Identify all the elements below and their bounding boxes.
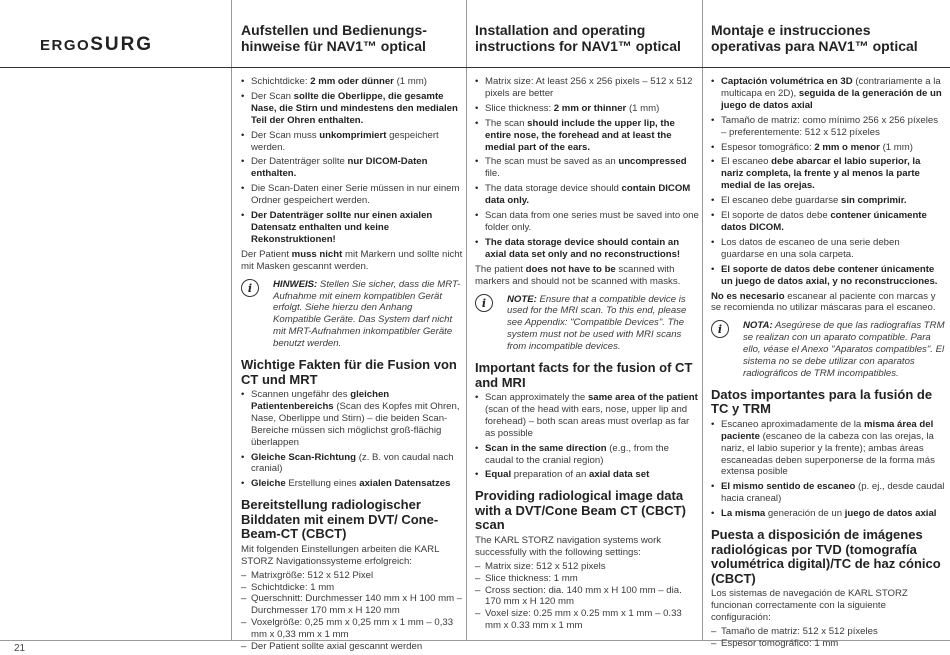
text-run: scanned with markers and should not be scanned with masks. (475, 263, 681, 287)
text-run: Der Datenträger sollte (251, 156, 348, 168)
list-item: – Cross section: dia. 140 mm x H 100 mm – dia. 170 mm x H 120 mm (475, 585, 699, 609)
page-number: 21 (14, 643, 26, 654)
list-item (475, 76, 699, 100)
list-item (475, 392, 699, 440)
header-german: Aufstellen und Bedienungs- hinweise für NAV1™ optical (241, 22, 427, 54)
bold-text: gleichen Patientenbereichs (251, 389, 390, 412)
text-run: (1 mm) (626, 102, 660, 114)
list-item: – Slice thickness: 1 mm (475, 573, 699, 585)
note-text (273, 279, 463, 350)
text-run: Der Scan muss (251, 129, 320, 141)
text-run: (1 mm) (393, 76, 427, 87)
list-item (475, 443, 699, 467)
paragraph (711, 588, 945, 624)
brand-logo (40, 34, 153, 56)
text-run: Die Scan-Daten einer Serie müssen in nur einem Ordner gespeichert werden. (251, 183, 460, 207)
column-divider (466, 0, 467, 640)
text-run: (contrariamente a la multicapa en 2D), (721, 76, 941, 99)
list-item (711, 264, 945, 288)
list-item (475, 210, 699, 234)
text-run: escanear al paciente con marcas y se recomienda no utilizar máscaras para el escaneo. (711, 290, 936, 314)
bold-text: 2 mm or thinner (553, 102, 627, 114)
column-german (241, 76, 463, 655)
text-run: Matrix size: At least 256 x 256 pixels – 512 x 512 pixels are better (485, 76, 693, 99)
dash-list (711, 626, 945, 650)
text-run: Scannen ungefähr des (251, 389, 351, 401)
column-spanish (711, 76, 945, 652)
note-box (711, 320, 945, 380)
bold-text: contener únicamente datos DICOM. (721, 210, 927, 233)
bold-text: The data storage device should contain an axial data set only and no reconstructions! (485, 236, 681, 260)
note-text (507, 294, 699, 354)
bold-text: same area of the patient (587, 392, 698, 404)
brand-prefix: ERGO (40, 37, 91, 54)
bold-text: HINWEIS: (273, 278, 318, 290)
text-run: The KARL STORZ navigation systems work successfully with the following settings: (475, 534, 662, 558)
list-item (711, 508, 945, 520)
bold-text: should include the upper lip, the entire nose, the forehead and at least the medial part of the ears. (485, 117, 675, 153)
section-heading: Datos importantes para la fusión de TC y TRM (711, 386, 933, 417)
list-item (241, 183, 463, 207)
list-item (711, 195, 945, 207)
list-item (475, 183, 699, 207)
text-run: (escaneo de la cabeza con las orejas, la nariz, el labio superior y la frente); ambas áreas escaneadas deben superponerse de la forma más extensa posible (721, 430, 935, 478)
header-english: Installation and operating instructions for NAV1™ optical (475, 22, 681, 54)
list-item (711, 237, 945, 261)
text-run: Der Scan (251, 90, 294, 102)
bold-text: Der Datenträger sollte nur einen axialen Datensatz enthalten und keine Rekonstruktionen! (251, 210, 433, 245)
list-item: – Matrixgröße: 512 x 512 Pixel (241, 570, 463, 582)
text-run: Erstellung eines (285, 478, 360, 490)
list-item (475, 156, 699, 180)
bold-text: 2 mm oder dünner (310, 76, 394, 87)
text-run: The patient (475, 263, 526, 275)
section-heading: Puesta a disposición de imágenes radiológicas por TVD (tomografía volumétrica digital)/TC de haz cónico (CBCT) (711, 527, 941, 586)
list-item: – Querschnitt: Durchmesser 140 mm x H 100 mm – Durchmesser 170 mm x H 120 mm (241, 593, 463, 617)
list-item (241, 91, 463, 127)
text-run: (z. B. von caudal nach cranial) (251, 451, 454, 475)
bold-text: NOTE: (507, 293, 537, 305)
text-run: The data storage device should (485, 183, 622, 195)
list-item (711, 142, 945, 154)
list-item (475, 103, 699, 115)
text-run: Scan data from one series must be saved into one folder only. (485, 210, 699, 233)
section-heading: Important facts for the fusion of CT and MRI (475, 360, 693, 390)
bold-text: Scan in the same direction (485, 442, 607, 454)
list-item: – Voxelgröße: 0,25 mm x 0,25 mm x 1 mm – 0,33 mm x 0,33 mm x 1 mm (241, 617, 463, 641)
bold-text: misma área del paciente (721, 418, 934, 442)
list-item (711, 481, 945, 505)
paragraph (475, 535, 699, 559)
list-item (241, 76, 463, 88)
bold-text: muss nicht (291, 248, 343, 260)
column-english (475, 76, 699, 634)
text-run: file. (485, 168, 500, 180)
list-item (711, 115, 945, 139)
bold-text: sollte die Oberlippe, die gesamte Nase, die Stirn und mindestens den medialen Teil der Ohren enthalten. (251, 90, 458, 126)
note-box (241, 279, 463, 350)
text-run: generación de un (765, 508, 845, 520)
paragraph (241, 544, 463, 568)
section-heading: Providing radiological image data with a DVT/Cone Beam CT (CBCT) scan (475, 488, 686, 533)
text-run: (scan of the head with ears, nose, upper lip and forehead) – both scan areas must overlap as far as possible (485, 403, 690, 439)
text-run: Der Patient (241, 248, 292, 260)
bold-text: uncompressed (618, 156, 687, 168)
bold-text: NOTA: (743, 320, 773, 332)
paragraph (475, 264, 699, 288)
bold-text: 2 mm o menor (814, 141, 880, 153)
header-rule (0, 67, 950, 68)
bold-text: contain DICOM data only. (485, 183, 691, 207)
list-item: – Espesor tomográfico: 1 mm (711, 638, 945, 650)
bold-text: La misma (721, 508, 766, 520)
section-heading: Wichtige Fakten für die Fusion von CT und MRT (241, 357, 457, 387)
text-run: Schichtdicke: (251, 76, 311, 87)
text-run: (p. ej., desde caudal hacia craneal) (721, 481, 945, 505)
list-item (241, 452, 463, 476)
list-item (241, 130, 463, 154)
bold-text: unkomprimiert (319, 129, 387, 141)
brand-suffix: SURG (90, 34, 154, 55)
bold-text: does not have to be (525, 263, 616, 275)
text-run: Los datos de escaneo de una serie deben guardarse en una sola carpeta. (721, 236, 900, 260)
bold-text: El mismo sentido de escaneo (721, 481, 856, 493)
column-divider (231, 0, 232, 640)
bold-text: Gleiche (251, 478, 286, 490)
text-run: The scan (485, 117, 528, 129)
header-spanish: Montaje e instrucciones operativas para NAV1™ optical (711, 22, 918, 54)
text-run: Mit folgenden Einstellungen arbeiten die KARL STORZ Navigationssysteme erfolgreich: (241, 543, 440, 567)
paragraph (241, 249, 463, 273)
text-run: mit Markern und sollte nicht mit Masken gescannt werden. (241, 248, 463, 272)
text-run: Slice thickness: (485, 102, 554, 114)
bullet-list (241, 76, 463, 246)
text-run: Ensure that a compatible device is used for the MRI scan. To this end, please see Appendix: "Compatible Devices". The system must not be used with MRI scans from incompatible devices. (507, 293, 687, 353)
text-run: (1 mm) (879, 141, 913, 153)
text-run: preparation of an (511, 469, 589, 481)
note-text (743, 320, 945, 380)
text-run: (e.g., from the caudal to the cranial region) (485, 442, 669, 466)
text-run: Asegúrese de que las radiografías TRM se realizan con un aparato compatible. Para ello, véase el Anexo "Aparatos compatibles". El sistema no se debe utilizar con aparatos radiográficos de TRM incompatibles. (743, 320, 945, 379)
bold-text: Equal (485, 469, 512, 481)
text-run: El soporte de datos debe (721, 210, 831, 222)
bullet-list (711, 76, 945, 288)
text-run: El escaneo (721, 156, 772, 168)
bullet-list (711, 419, 945, 520)
bold-text: Gleiche Scan-Richtung (251, 451, 357, 463)
text-run: (Scan des Kopfes mit Ohren, Nase, Oberlippe und Stirn) – die beiden Scan-Bereiche müssen sich möglichst groß-flächig überlappen (251, 400, 460, 448)
text-run: The scan must be saved as an (485, 156, 619, 168)
list-item (711, 419, 945, 479)
bullet-list (475, 76, 699, 261)
text-run: El escaneo debe guardarse (721, 195, 842, 207)
bold-text: juego de datos axial (844, 508, 937, 520)
list-item (711, 210, 945, 234)
info-icon: i (711, 320, 729, 338)
text-run: Stellen Sie sicher, dass die MRT-Aufnahme mit einem kompatiblen Gerät erfolgt. Siehe hierzu den Anhang Kompatible Geräte. Das System darf nicht mit MRT-Aufnahmen inkompatibler Geräte benutzt werden. (273, 278, 461, 350)
text-run: Escaneo aproximadamente de la (721, 418, 864, 430)
info-icon: i (241, 279, 259, 297)
text-run: gespeichert werden. (251, 129, 439, 153)
dash-list (241, 570, 463, 653)
note-box (475, 294, 699, 354)
list-item (475, 118, 699, 154)
list-item (241, 156, 463, 180)
text-run: Tamaño de matriz: como mínimo 256 x 256 píxeles – preferentemente: 512 x 512 píxeles (721, 114, 939, 138)
bullet-list (475, 392, 699, 481)
list-item: – Matrix size: 512 x 512 pixels (475, 561, 699, 573)
list-item (241, 478, 463, 490)
list-item (475, 237, 699, 261)
text-run: Scan approximately the (485, 392, 588, 404)
bold-text: No es necesario (711, 290, 785, 302)
bullet-list (241, 389, 463, 490)
column-divider (702, 0, 703, 640)
list-item (711, 156, 945, 192)
bold-text: sin comprimir. (841, 195, 907, 207)
text-run: Los sistemas de navegación de KARL STORZ funcionan correctamente con la siguiente configuración: (711, 588, 908, 623)
bold-text: axialen Datensatzes (359, 478, 451, 490)
list-item: – Der Patient sollte axial gescannt werden (241, 641, 463, 653)
bold-text: seguida de la generación de un juego de datos axial (721, 87, 942, 111)
list-item (241, 210, 463, 246)
dash-list (475, 561, 699, 632)
bold-text: El soporte de datos debe contener únicamente un juego de datos axial, y no reconstrucciones. (721, 263, 938, 287)
list-item (241, 389, 463, 449)
list-item: – Tamaño de matriz: 512 x 512 píxeles (711, 626, 945, 638)
bold-text: axial data set (589, 469, 650, 481)
section-heading: Bereitstellung radiologischer Bilddaten mit einem DVT/ Cone-Beam-CT (CBCT) (241, 497, 439, 542)
info-icon: i (475, 294, 493, 312)
bold-text: debe abarcar el labio superior, la nariz completa, la frente y al menos la parte medial de las orejas. (721, 156, 921, 192)
paragraph (711, 291, 945, 315)
bold-text: Captación volumétrica en 3D (721, 76, 853, 87)
list-item: – Schichtdicke: 1 mm (241, 582, 463, 594)
list-item: – Voxel size: 0.25 mm x 0.25 mm x 1 mm – 0.33 mm x 0.33 mm x 1 mm (475, 608, 699, 632)
list-item (475, 469, 699, 481)
text-run: Espesor tomográfico: (721, 141, 815, 153)
bold-text: nur DICOM-Daten enthalten. (251, 156, 428, 180)
list-item (711, 76, 945, 112)
